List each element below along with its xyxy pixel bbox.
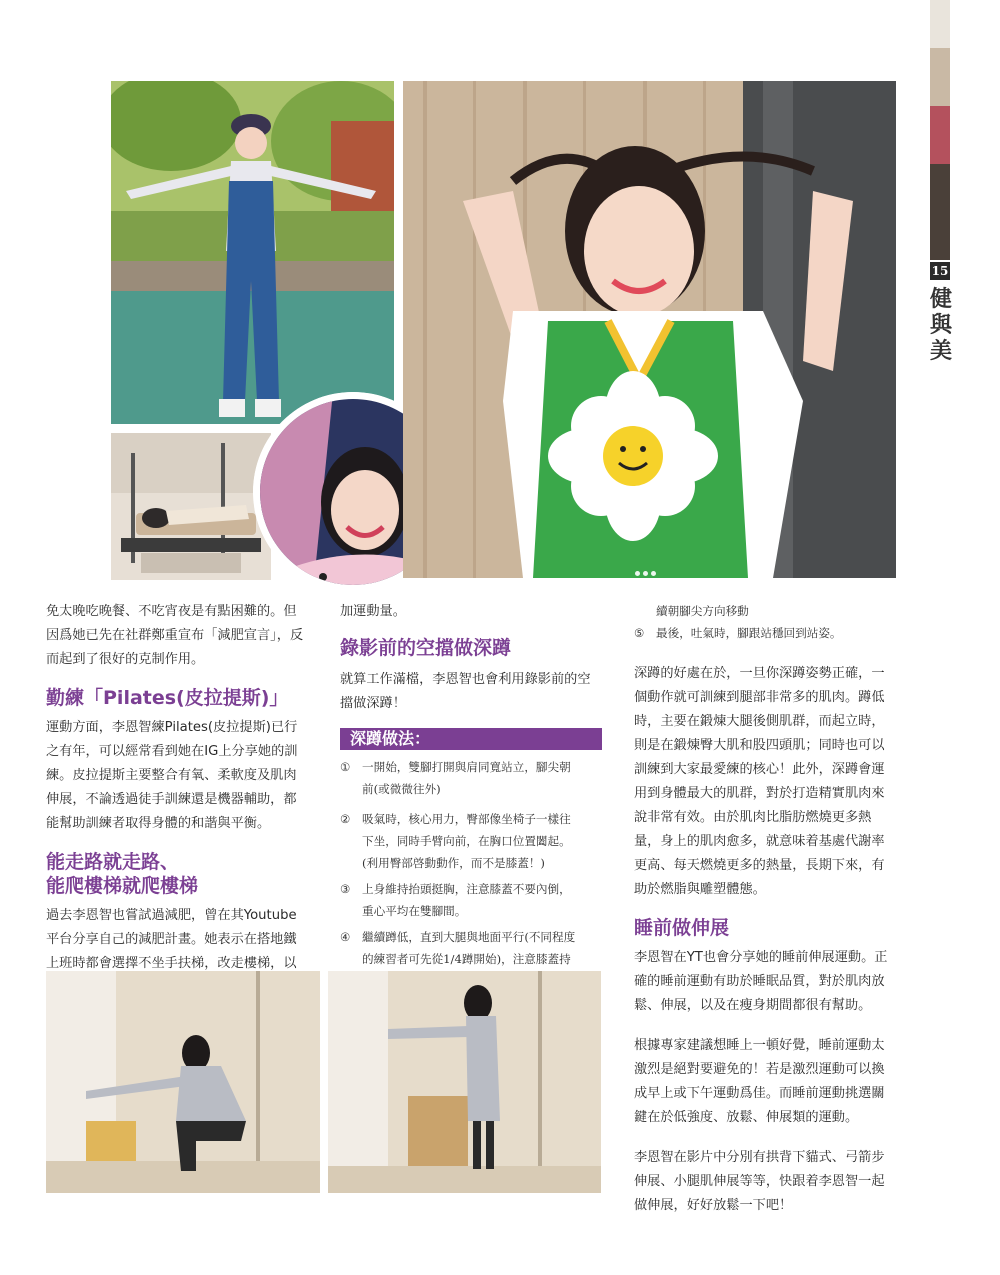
squat-step-3 bbox=[340, 878, 602, 922]
section-title bbox=[929, 286, 953, 364]
squat-method-band: 深蹲做法： bbox=[340, 728, 602, 750]
edge-tab-4 bbox=[930, 164, 950, 260]
step-number: ③ bbox=[340, 882, 351, 896]
photo-pilates bbox=[111, 433, 271, 580]
photo-squat-stand bbox=[328, 971, 601, 1193]
section-char: 與 bbox=[929, 312, 952, 338]
photo-squat-down bbox=[46, 971, 320, 1193]
stretch-paragraph-1: 李恩智在YT也會分享她的睡前伸展運動。正確的睡前運動有助於睡眠品質，對於肌肉放鬆、伸展，以及在瘦身期間都很有幫助。 bbox=[634, 950, 888, 1013]
edge-tab-2 bbox=[930, 48, 950, 106]
squat-step-5 bbox=[634, 622, 896, 644]
step-text: 前(或微微往外) bbox=[362, 782, 441, 796]
page-number: 15 bbox=[931, 264, 949, 278]
step-text: 吸氣時，核心用力，臀部像坐椅子一樣往 bbox=[362, 812, 571, 826]
step-text: 重心平均在雙腳間。 bbox=[362, 904, 467, 918]
stretch-paragraph-2: 根據專家建議想睡上一頓好覺，睡前運動太激烈是絕對要避免的！若是激烈運動可以換成早上或下午運動爲佳。而睡前運動挑選關鍵在於低強度、放鬆、伸展類的運動。 bbox=[634, 1038, 885, 1125]
edge-tab-1 bbox=[930, 0, 950, 48]
step-number: ① bbox=[340, 760, 351, 774]
step-number: ④ bbox=[340, 930, 351, 944]
section-char: 健 bbox=[929, 286, 952, 312]
step-text: 繼續蹲低，直到大腿與地面平行(不同程度 bbox=[362, 930, 576, 944]
edge-tab-3 bbox=[930, 106, 950, 164]
section-char: 美 bbox=[929, 338, 952, 364]
squat-benefits-paragraph: 深蹲的好處在於，一旦你深蹲姿勢正確，一個動作就可訓練到腿部非常多的肌肉。蹲低時，主要在鍛煉大腿後側肌群，而起立時，則是在鍛煉臀大肌和股四頭肌；同時也可以訓練到大家最愛練的核心！此外，深蹲會運用到身體最大的肌群，對於打造精實肌肉來說非常有效。由於肌肉比脂肪燃燒更多熱量，身上的肌肉愈多，就意味着基處代謝率更高、每天燃燒更多的熱量，長期下來，有助於燃脂與雕塑體態。 bbox=[634, 666, 885, 897]
step-text: 續朝腳尖方向移動 bbox=[656, 604, 749, 618]
stretch-paragraph-3: 李恩智在影片中分別有拱背下貓式、弓箭步伸展、小腿肌伸展等等，快跟着李恩智一起做伸展，好好放鬆一下吧！ bbox=[634, 1150, 885, 1213]
step-text: 最後，吐氣時，腳跟站穩回到站姿。 bbox=[656, 626, 842, 640]
heading-squat: 錄影前的空擋做深蹲 bbox=[340, 637, 512, 659]
squat-paragraph: 就算工作滿檔，李恩智也會利用錄影前的空擋做深蹲！ bbox=[340, 672, 591, 711]
pilates-paragraph: 運動方面，李恩智練Pilates(皮拉提斯)已行之有年，可以經常看到她在IG上分享她的訓練。皮拉提斯主要整合有氧、柔軟度及肌肉伸展，不論透過徒手訓練還是機器輔助，都能幫助訓練者取得身體的和諧與平衡。 bbox=[46, 720, 298, 831]
squat-step-2 bbox=[340, 808, 602, 874]
continued-text: 加運動量。 bbox=[340, 604, 406, 619]
step-text: (利用臀部啓動動作，而不是膝蓋！) bbox=[362, 856, 545, 870]
intro-paragraph: 免太晚吃晚餐、不吃宵夜是有點困難的。但因爲她已先在社群鄭重宣布「減肥宣言」，反而起到了很好的克制作用。 bbox=[46, 604, 304, 667]
step-text: 上身維持抬頭挺胸，注意膝蓋不要內倒， bbox=[362, 882, 571, 896]
column-1 bbox=[46, 600, 308, 1000]
squat-step-4-continued bbox=[634, 600, 896, 622]
step-number: ⑤ bbox=[634, 626, 645, 640]
step-text: 一開始，雙腳打開與肩同寬站立，腳尖朝 bbox=[362, 760, 571, 774]
heading-walk-line1: 能走路就走路、 bbox=[46, 851, 180, 873]
step-text: 的練習者可先從1/4蹲開始)，注意膝蓋持 bbox=[362, 952, 571, 966]
heading-walk-line2: 能爬樓梯就爬樓梯 bbox=[46, 875, 199, 897]
heading-stretch: 睡前做伸展 bbox=[634, 917, 730, 939]
walk-paragraph: 過去李恩智也嘗試過減肥，曾在其Youtube平台分享自己的減肥計畫。她表示在搭地鐵上班時都會選擇不坐手扶梯，改走樓梯，以 bbox=[46, 908, 297, 971]
column-2 bbox=[340, 600, 602, 970]
squat-step-4 bbox=[340, 926, 602, 970]
heading-pilates: 勤練「Pilates(皮拉提斯)」 bbox=[46, 687, 289, 709]
column-3 bbox=[634, 600, 896, 1218]
carousel-dots bbox=[635, 561, 659, 580]
step-number: ② bbox=[340, 812, 351, 826]
squat-step-1 bbox=[340, 756, 602, 800]
photo-outdoor-overalls bbox=[111, 81, 394, 424]
step-text: 下坐，同時手臂向前，在胸口位置闔起。 bbox=[362, 834, 571, 848]
photo-green-vest bbox=[403, 81, 896, 578]
